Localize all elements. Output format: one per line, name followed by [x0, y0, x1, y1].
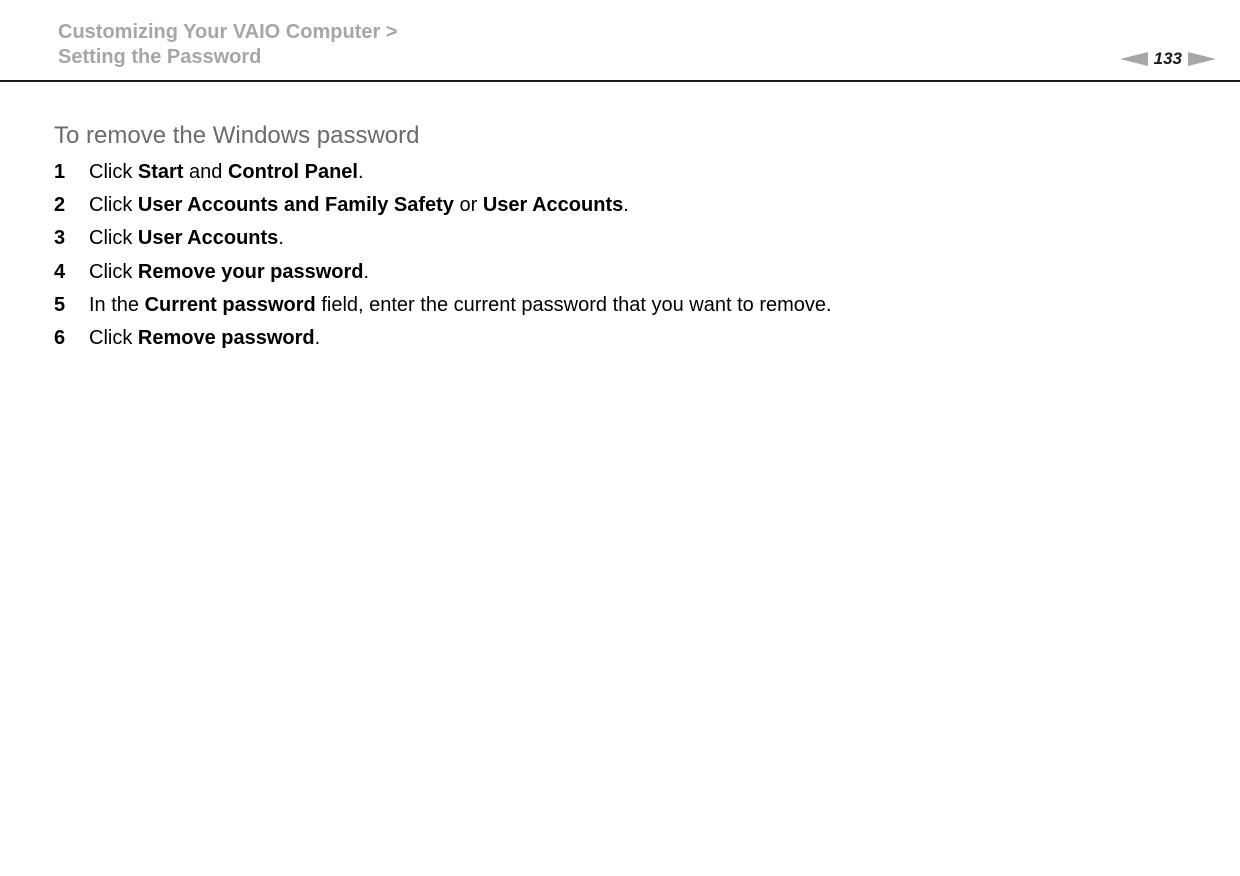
step-item	[54, 291, 832, 324]
step-item	[54, 258, 832, 291]
page-number: 133	[1153, 49, 1182, 68]
breadcrumb	[58, 20, 397, 70]
step-number: 1	[54, 161, 66, 183]
step-text: Click Remove password.	[89, 326, 321, 349]
step-text: Click Start and Control Panel.	[89, 161, 364, 183]
breadcrumb-section: Setting the Password	[58, 46, 262, 68]
step-text: Click User Accounts and Family Safety or User Accounts.	[89, 194, 629, 217]
step-item	[54, 324, 832, 357]
step-number: 3	[54, 227, 66, 250]
step-number: 4	[54, 260, 66, 283]
step-number: 6	[54, 326, 66, 349]
step-item	[54, 158, 832, 191]
page-navigation	[1120, 48, 1216, 70]
steps-list	[54, 158, 832, 357]
page-header	[0, 0, 1240, 82]
step-text: In the Current password field, enter the current password that you want to remove.	[89, 293, 832, 316]
breadcrumb-chapter: Customizing Your VAIO Computer >	[58, 21, 398, 43]
triangle-right-icon[interactable]	[1188, 52, 1216, 66]
step-text: Click Remove your password.	[89, 260, 370, 283]
step-text: Click User Accounts.	[89, 227, 284, 250]
step-number: 2	[54, 194, 66, 217]
triangle-left-icon[interactable]	[1120, 52, 1148, 66]
step-item	[54, 224, 832, 257]
section-title: To remove the Windows password	[54, 122, 420, 149]
step-item	[54, 191, 832, 224]
step-number: 5	[54, 293, 66, 316]
